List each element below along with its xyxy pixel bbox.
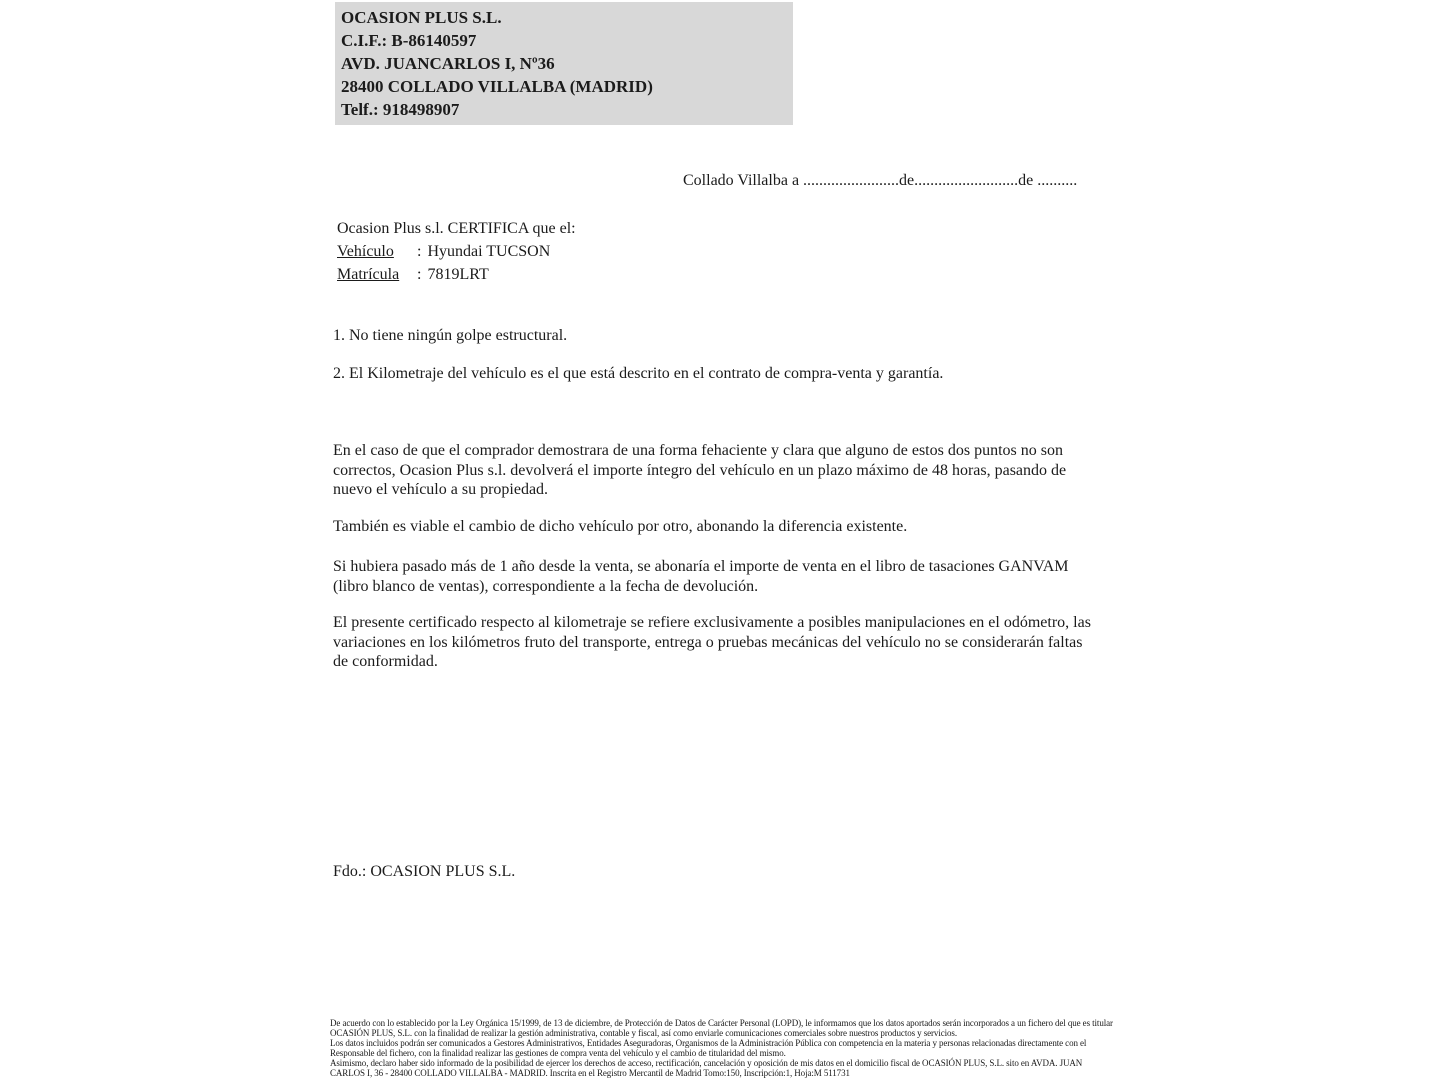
point-structural: 1. No tiene ningún golpe estructural. <box>333 327 568 344</box>
legal-line: OCASIÓN PLUS, S.L. con la finalidad de realizar la gestión administrativa, contable y fiscal, así como enviarle comunicaciones comerciales sobre nuestros productos y servicios. <box>330 1027 957 1038</box>
legal-footer <box>330 1019 1115 1078</box>
paragraph-refund: En el caso de que el comprador demostrara de una forma fehaciente y clara que alguno de estos dos puntos no son correctos, Ocasion Plus s.l. devolverá el importe íntegro del vehículo en un plazo máximo de 48 horas, pasando de nuevo el vehículo a su propiedad. <box>333 442 1067 499</box>
paragraph-exchange: También es viable el cambio de dicho vehículo por otro, abonando la diferencia existente. <box>333 518 908 535</box>
signature-line: Fdo.: OCASION PLUS S.L. <box>333 863 516 880</box>
date-line: Collado Villalba a ........................de..........................de .......... <box>683 172 1078 189</box>
vehicle-row <box>337 240 576 263</box>
plate-label-wrap <box>337 263 417 286</box>
company-city: 28400 COLLADO VILLALBA (MADRID) <box>341 77 653 96</box>
legal-line: Los datos incluidos podrán ser comunicados a Gestores Administrativos, Entidades Aseguradoras, Organismos de la Administración Pública con competencia en la materia y personas relacionadas directamente con el <box>330 1037 1087 1048</box>
paragraph-ganvam: Si hubiera pasado más de 1 año desde la venta, se abonaría el importe de venta en el libro de tasaciones GANVAM (libro blanco de ventas), correspondiente a la fecha de devolución. <box>333 558 1069 595</box>
certification-block <box>337 217 576 286</box>
plate-colon: : <box>417 266 422 283</box>
plate-label: Matrícula <box>337 266 400 283</box>
vehicle-label-wrap <box>337 240 417 263</box>
legal-line: CARLOS I, 36 - 28400 COLLADO VILLALBA - MADRID. Inscrita en el Registro Mercantil de Madrid Tomo:150, Inscripción:1, Hoja:M 511731 <box>330 1067 850 1078</box>
legal-line: Asimismo, declaro haber sido informado de la posibilidad de ejercer los derechos de acceso, rectificación, cancelación y oposición de mis datos en el domicilio fiscal de OCASIÓN PLUS, S.L. sito en AVDA. JUAN <box>330 1057 1083 1068</box>
company-address: AVD. JUANCARLOS I, Nº36 <box>341 54 555 73</box>
vehicle-label: Vehículo <box>337 243 394 260</box>
legal-line: De acuerdo con lo establecido por la Ley Orgánica 15/1999, de 13 de diciembre, de Protección de Datos de Carácter Personal (LOPD), le informamos que los datos aportados serán incorporados a un fichero del que es titular <box>330 1018 1113 1028</box>
legal-line: Responsable del fichero, con la finalidad realizar las gestiones de compra venta del vehículo y el cambio de titularidad del mismo. <box>330 1047 786 1058</box>
vehicle-colon: : <box>417 243 422 260</box>
company-phone: Telf.: 918498907 <box>341 100 460 119</box>
paragraph-odometer: El presente certificado respecto al kilometraje se refiere exclusivamente a posibles manipulaciones en el odómetro, las variaciones en los kilómetros fruto del transporte, entrega o pruebas mecánicas del vehículo no se considerarán faltas de conformidad. <box>333 614 1091 671</box>
plate-row <box>337 263 576 286</box>
company-header-box <box>335 2 793 125</box>
vehicle-value: Hyundai TUCSON <box>427 243 551 260</box>
certify-intro: Ocasion Plus s.l. CERTIFICA que el: <box>337 220 576 237</box>
plate-value: 7819LRT <box>427 266 489 283</box>
company-name: OCASION PLUS S.L. <box>341 8 502 27</box>
company-cif: C.I.F.: B-86140597 <box>341 31 477 50</box>
point-mileage: 2. El Kilometraje del vehículo es el que está descrito en el contrato de compra-venta y garantía. <box>333 365 944 382</box>
